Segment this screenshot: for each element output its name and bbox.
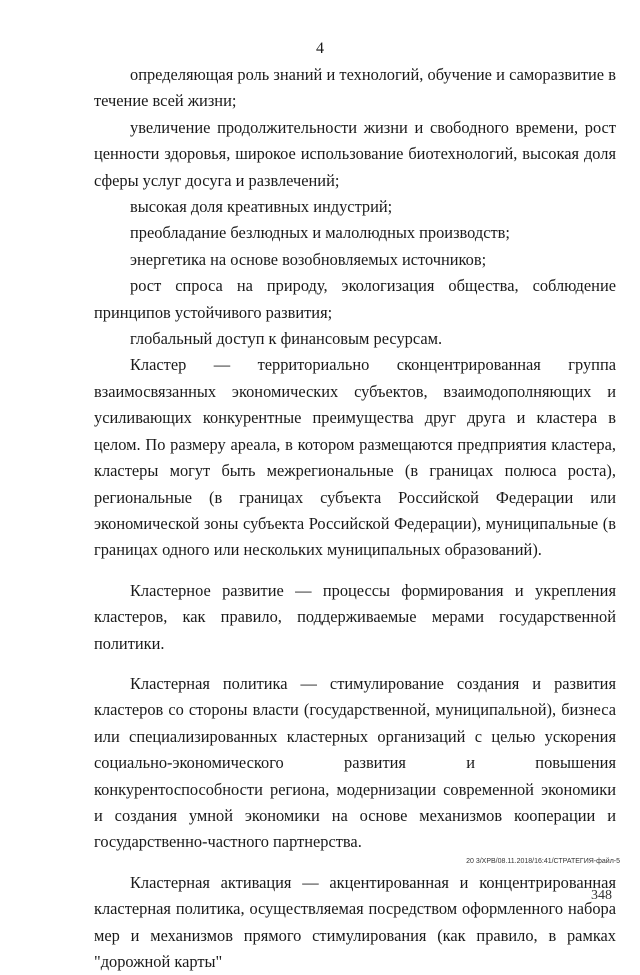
paragraph-list-item: высокая доля креативных индустрий; [130,197,393,217]
document-footer-id: 20 3/ХРВ/08.11.2018/16:41/СТРАТЕГИЯ-файл-5 [466,858,620,865]
paragraph-list-item: увеличение продолжительности жизни и свободного времени, рост ценности здоровья, широкое использование биотехнологий, высокая доля сферы услуг досуга и развлечений; [94,117,616,190]
paragraph-list-item: преобладание безлюдных и малолюдных производств; [130,223,510,243]
sheet-number: 348 [591,888,612,903]
paragraph-list-item: определяющая роль знаний и технологий, обучение и саморазвитие в течение всей жизни; [94,65,616,111]
paragraph-cluster-activation: Кластерная активация — акцентированная и концентрированная кластерная политика, осуществляемая посредством оформленного набора мер и механизмов прямого стимулирования (как правило, в рамках "дорожной карты" [94,872,616,971]
paragraph-list-item: энергетика на основе возобновляемых источников; [130,249,487,269]
paragraph-cluster-policy: Кластерная политика — стимулирование создания и развития кластеров со стороны власти (государственной, муниципальной), бизнеса или специализированных кластерных организаций с целью ускорения социально-экономического развития и повышения конкурентоспособности региона, модернизации современной экономики и создания умной экономики на основе механизмов кооперации и государственно-частного партнерства. [94,673,616,852]
document-body [94,62,616,975]
paragraph-cluster-development: Кластерное развитие — процессы формирования и укрепления кластеров, как правило, поддерживаемые мерами государственной политики. [94,580,616,653]
paragraph-list-item: рост спроса на природу, экологизация общества, соблюдение принципов устойчивого развития; [94,276,616,322]
paragraph-cluster-definition: Кластер — территориально сконцентрированная группа взаимосвязанных экономических субъектов, взаимодополняющих и усиливающих конкурентные преимущества друг друга и кластера в целом. По размеру ареала, в котором размещаются предприятия кластера, кластеры могут быть межрегиональные (в границах полюса роста), региональные (в границах субъекта Российской Федерации или экономической зоны субъекта Российской Федерации), муниципальные (в границах одного или нескольких муниципальных образований). [94,355,616,560]
paragraph-list-item: глобальный доступ к финансовым ресурсам. [130,329,443,349]
page-number: 4 [316,40,324,57]
